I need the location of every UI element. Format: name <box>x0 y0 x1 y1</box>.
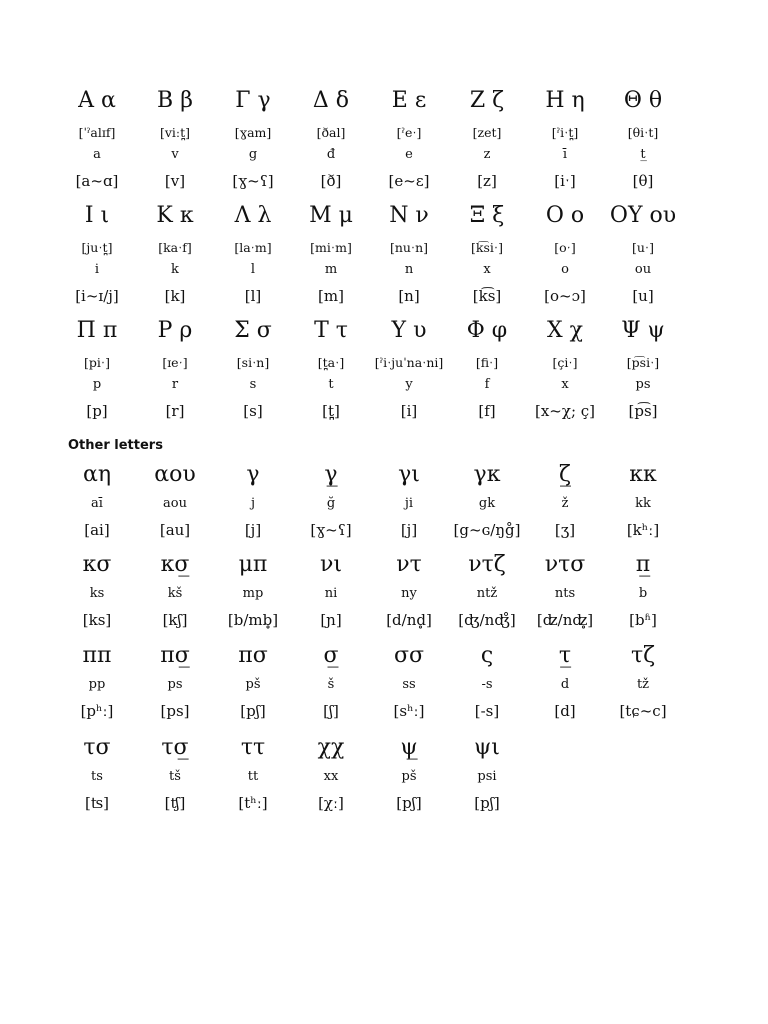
digraph-ipa: [sʰː] <box>393 702 425 720</box>
letter-ipa: [k] <box>164 287 186 305</box>
letter-glyph: Ζ ζ <box>469 88 505 113</box>
digraph-ipa: [pʃ] <box>240 702 266 720</box>
digraph-ipa: [ks] <box>82 611 112 629</box>
letter-glyph: Α α <box>78 88 116 113</box>
letter-name: [ðal] <box>316 125 346 140</box>
digraph-ipa: [d] <box>554 702 576 720</box>
letter-ipa: [m] <box>318 287 344 305</box>
digraph-glyph: αη <box>82 462 112 487</box>
letter-glyph: Σ σ <box>234 318 272 343</box>
letter-glyph: Β β <box>157 88 193 113</box>
letter-name: [kaˑf] <box>158 240 192 255</box>
digraph-ipa: [ʒ] <box>554 521 576 539</box>
digraph-glyph: κκ <box>629 462 657 487</box>
digraph-glyph: νι <box>320 552 342 577</box>
letter-ipa: [r] <box>165 402 185 420</box>
digraph-ipa: [ai] <box>84 521 110 539</box>
letter-glyph: Γ γ <box>235 88 271 113</box>
letter-ipa: [s] <box>243 402 263 420</box>
letter-transliteration: a <box>93 147 101 162</box>
letter-glyph: Ε ε <box>391 88 427 113</box>
letter-name: [fiˑ] <box>475 355 499 370</box>
letter-ipa: [u] <box>632 287 654 305</box>
letter-ipa: [e~ɛ] <box>388 172 430 190</box>
letter-transliteration: g <box>248 147 258 162</box>
letter-glyph: Υ υ <box>391 318 427 343</box>
digraph-transliteration: pš <box>401 769 417 784</box>
digraph-transliteration: š <box>327 677 335 692</box>
digraph-glyph: κσ <box>82 552 112 577</box>
letter-transliteration: ou <box>634 262 652 277</box>
digraph-transliteration: ni <box>324 586 338 601</box>
digraph-transliteration: mp <box>242 586 264 601</box>
digraph-glyph: μπ <box>238 552 268 577</box>
letter-name: [ˈˀalɪf] <box>78 125 116 140</box>
letter-glyph: Ψ ψ <box>621 318 665 343</box>
digraph-glyph: γκ <box>473 462 501 487</box>
digraph-transliteration: ž <box>561 496 569 511</box>
letter-transliteration: ī <box>562 147 568 162</box>
letter-name: [ˀiˑt̪] <box>551 125 579 140</box>
digraph-ipa: [tɕ~c] <box>619 702 667 720</box>
digraph-transliteration: ğ <box>326 496 336 511</box>
digraph-ipa: [au] <box>159 521 191 539</box>
letter-transliteration: v <box>171 147 179 162</box>
digraph-ipa: [pʃ] <box>474 794 500 812</box>
digraph-ipa: [χː] <box>318 794 344 812</box>
digraph-glyph: πσ̲ <box>160 643 190 668</box>
letter-ipa: [k͡s] <box>472 287 502 305</box>
letter-name: [nuˑn] <box>389 240 429 255</box>
digraph-transliteration: ts <box>91 769 103 784</box>
letter-transliteration: ps <box>635 377 651 392</box>
letter-name: [miˑm] <box>310 240 352 255</box>
digraph-ipa: [bʱ] <box>629 611 657 629</box>
letter-ipa: [x~χ; ç] <box>534 402 596 420</box>
digraph-transliteration: pš <box>245 677 261 692</box>
letter-name: [juˑt̪] <box>81 240 113 255</box>
letter-glyph: Λ λ <box>234 203 272 228</box>
letter-glyph: Ν ν <box>389 203 429 228</box>
letter-ipa: [n] <box>398 287 420 305</box>
digraph-ipa: [ʣ/nʣ̥] <box>536 611 594 629</box>
digraph-glyph: ψ̲ <box>400 735 418 760</box>
letter-transliteration: e <box>405 147 413 162</box>
letter-transliteration: r <box>171 377 179 392</box>
letter-ipa: [ð] <box>320 172 342 190</box>
letter-glyph: Τ τ <box>314 318 348 343</box>
digraph-transliteration: ny <box>401 586 417 601</box>
letter-ipa: [v] <box>164 172 186 190</box>
digraph-ipa: [ʃ] <box>323 702 339 720</box>
digraph-ipa: [g~ɢ/ŋg̊] <box>453 521 521 539</box>
digraph-glyph: ντ <box>396 552 422 577</box>
letter-ipa: [θ] <box>632 172 654 190</box>
other-letters-heading: Other letters <box>68 438 163 453</box>
letter-name: [laˑm] <box>234 240 272 255</box>
digraph-glyph: ντζ <box>468 552 506 577</box>
digraph-transliteration: j <box>250 496 256 511</box>
digraph-transliteration: gk <box>478 496 496 511</box>
digraph-glyph: αου <box>154 462 196 487</box>
digraph-ipa: [j] <box>244 521 262 539</box>
digraph-ipa: [tʰː] <box>238 794 268 812</box>
letter-transliteration: k <box>171 262 179 277</box>
digraph-ipa: [pʰː] <box>80 702 114 720</box>
digraph-transliteration: pp <box>88 677 106 692</box>
letter-ipa: [i] <box>400 402 418 420</box>
digraph-ipa: [ʦ] <box>84 794 110 812</box>
letter-transliteration: t̲ <box>640 147 646 162</box>
letter-transliteration: y <box>405 377 413 392</box>
digraph-transliteration: b <box>638 586 648 601</box>
letter-glyph: ΟΥ ου <box>609 203 677 228</box>
letter-transliteration: l <box>250 262 256 277</box>
letter-ipa: [o~ɔ] <box>544 287 586 305</box>
letter-transliteration: đ <box>326 147 336 162</box>
digraph-glyph: τ̲ <box>558 643 572 668</box>
letter-ipa: [t̪] <box>322 402 340 420</box>
digraph-ipa: [ɣ~ʕ] <box>310 521 352 539</box>
digraph-ipa: [ʧ] <box>164 794 186 812</box>
letter-transliteration: x <box>561 377 569 392</box>
letter-glyph: Θ θ <box>623 88 663 113</box>
digraph-ipa: [d/nd̥] <box>386 611 432 629</box>
digraph-glyph: ττ <box>240 735 266 760</box>
letter-transliteration: s <box>249 377 257 392</box>
digraph-glyph: γι <box>398 462 420 487</box>
letter-ipa: [l] <box>244 287 262 305</box>
digraph-ipa: [kʰː] <box>626 521 660 539</box>
digraph-ipa: [-s] <box>474 702 500 720</box>
letter-name: [p͡siˑ] <box>626 355 660 370</box>
letter-ipa: [ɣ~ʕ] <box>232 172 274 190</box>
digraph-glyph: χχ <box>317 735 345 760</box>
letter-glyph: Π π <box>76 318 118 343</box>
digraph-glyph: ς <box>480 643 494 668</box>
letter-transliteration: p <box>92 377 102 392</box>
letter-name: [ɪeˑ] <box>162 355 188 370</box>
digraph-glyph: τσ <box>83 735 111 760</box>
digraph-ipa: [ʤ/nʤ̊] <box>458 611 516 629</box>
digraph-glyph: πσ <box>238 643 268 668</box>
letter-name: [siˑn] <box>236 355 270 370</box>
letter-name: [θiˑt] <box>627 125 659 140</box>
digraph-transliteration: ji <box>404 496 414 511</box>
digraph-glyph: σ̲ <box>323 643 339 668</box>
letter-name: [ˀiˑjuˈnaˑni] <box>374 355 444 370</box>
letter-ipa: [z] <box>477 172 497 190</box>
digraph-transliteration: tž <box>636 677 650 692</box>
digraph-transliteration: xx <box>323 769 339 784</box>
letter-name: [uˑ] <box>631 240 654 255</box>
digraph-transliteration: ks <box>89 586 105 601</box>
digraph-ipa: [b/mb̥] <box>227 611 279 629</box>
letter-ipa: [a~ɑ] <box>75 172 119 190</box>
digraph-transliteration: nts <box>554 586 576 601</box>
digraph-transliteration: tt <box>247 769 259 784</box>
letter-ipa: [p͡s] <box>628 402 658 420</box>
letter-glyph: Ο ο <box>545 203 585 228</box>
digraph-glyph: ππ <box>82 643 112 668</box>
letter-transliteration: z <box>483 147 491 162</box>
letter-name: [zet] <box>472 125 502 140</box>
digraph-glyph: ψι <box>474 735 500 760</box>
digraph-ipa: [j] <box>400 521 418 539</box>
letter-glyph: Η η <box>545 88 585 113</box>
letter-name: [ɣam] <box>234 125 272 140</box>
digraph-glyph: π̲ <box>635 552 651 577</box>
digraph-glyph: τσ̲ <box>161 735 189 760</box>
letter-glyph: Ξ ξ <box>469 203 505 228</box>
letter-glyph: Κ κ <box>156 203 194 228</box>
letter-name: [çiˑ] <box>552 355 578 370</box>
digraph-ipa: [pʃ] <box>396 794 422 812</box>
letter-glyph: Φ φ <box>466 318 508 343</box>
letter-transliteration: t <box>328 377 334 392</box>
digraph-ipa: [ɲ] <box>320 611 342 629</box>
letter-name: [oˑ] <box>554 240 576 255</box>
letter-ipa: [p] <box>86 402 108 420</box>
digraph-glyph: γ <box>246 462 260 487</box>
letter-transliteration: o <box>561 262 569 277</box>
letter-glyph: Ρ ρ <box>157 318 193 343</box>
digraph-glyph: κσ̲ <box>160 552 190 577</box>
digraph-transliteration: ss <box>402 677 416 692</box>
digraph-ipa: [ps] <box>160 702 190 720</box>
digraph-transliteration: kš <box>167 586 183 601</box>
digraph-transliteration: -s <box>481 677 493 692</box>
digraph-transliteration: tš <box>169 769 181 784</box>
letter-transliteration: n <box>404 262 414 277</box>
letter-glyph: Χ χ <box>547 318 583 343</box>
letter-transliteration: f <box>484 377 490 392</box>
digraph-transliteration: psi <box>477 769 497 784</box>
letter-glyph: Ι ι <box>84 203 110 228</box>
digraph-ipa: [kʃ] <box>162 611 188 629</box>
digraph-transliteration: ntž <box>476 586 498 601</box>
letter-glyph: Δ δ <box>312 88 350 113</box>
digraph-transliteration: ps <box>167 677 183 692</box>
letter-name: [piˑ] <box>84 355 110 370</box>
letter-transliteration: x <box>483 262 491 277</box>
digraph-transliteration: kk <box>635 496 651 511</box>
letter-name: [t̪aˑ] <box>317 355 345 370</box>
digraph-glyph: ντσ <box>544 552 586 577</box>
letter-ipa: [i~ɪ/j] <box>75 287 119 305</box>
digraph-glyph: ζ̲ <box>559 462 571 487</box>
letter-transliteration: m <box>324 262 338 277</box>
letter-name: [k͡siˑ] <box>471 240 503 255</box>
digraph-transliteration: aī <box>91 496 103 511</box>
digraph-transliteration: aou <box>163 496 187 511</box>
letter-glyph: Μ μ <box>309 203 353 228</box>
letter-name: [viːt̪] <box>159 125 191 140</box>
digraph-glyph: γ̲ <box>324 462 338 487</box>
letter-ipa: [f] <box>478 402 496 420</box>
letter-ipa: [iˑ] <box>554 172 576 190</box>
digraph-transliteration: d <box>560 677 570 692</box>
digraph-glyph: σσ <box>393 643 425 668</box>
digraph-glyph: τζ <box>630 643 656 668</box>
letter-transliteration: i <box>94 262 100 277</box>
letter-name: [ˀeˑ] <box>396 125 422 140</box>
